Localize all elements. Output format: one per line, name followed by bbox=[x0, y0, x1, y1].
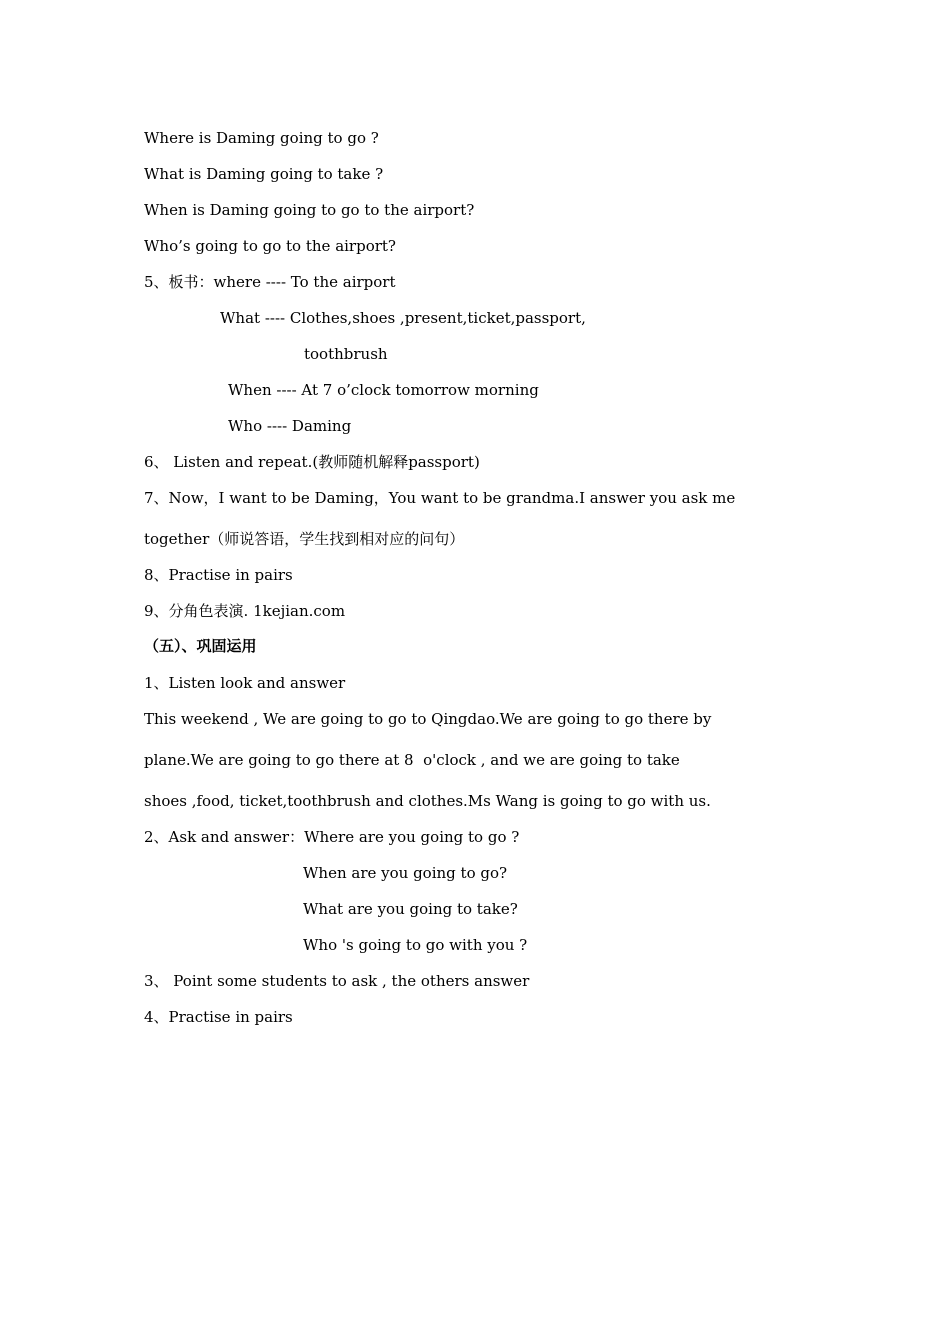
board-who: Who ---- Daming bbox=[228, 417, 352, 435]
question-what: What is Daming going to take ? bbox=[144, 165, 384, 183]
activity-1-text-line2: plane.We are going to go there at 8 o'clock , and we are going to take bbox=[144, 751, 680, 769]
activity-2-line4: Who 's going to go with you ? bbox=[303, 936, 528, 954]
activity-2-line2: When are you going to go? bbox=[303, 864, 508, 882]
activity-2-line1: 2、Ask and answer：Where are you going to go ? bbox=[144, 828, 520, 846]
step-7-line1: 7、Now，I want to be Daming，You want to be grandma.I answer you ask me bbox=[144, 489, 736, 507]
board-what-continued: toothbrush bbox=[304, 345, 388, 363]
question-when: When is Daming going to go to the airport? bbox=[144, 201, 475, 219]
board-title: 5、板书：where ---- To the airport bbox=[144, 273, 396, 291]
step-7-line2: together（师说答语，学生找到相对应的问句） bbox=[144, 530, 465, 548]
section-heading: （五）、巩固运用 bbox=[144, 637, 257, 655]
activity-1-text-line3: shoes ,food, ticket,toothbrush and clothes.Ms Wang is going to go with us. bbox=[144, 792, 711, 810]
activity-3: 3、 Point some students to ask , the others answer bbox=[144, 972, 530, 990]
step-6: 6、 Listen and repeat.(教师随机解释passport) bbox=[144, 453, 480, 471]
question-where: Where is Daming going to go ? bbox=[144, 129, 379, 147]
question-who: Who’s going to go to the airport? bbox=[144, 237, 396, 255]
activity-1-text-line1: This weekend , We are going to go to Qingdao.We are going to go there by bbox=[144, 710, 712, 728]
activity-4: 4、Practise in pairs bbox=[144, 1008, 293, 1026]
step-9: 9、分角色表演. 1kejian.com bbox=[144, 602, 346, 620]
activity-2-line3: What are you going to take? bbox=[303, 900, 518, 918]
activity-1-title: 1、Listen look and answer bbox=[144, 674, 346, 692]
step-8: 8、Practise in pairs bbox=[144, 566, 293, 584]
board-when: When ---- At 7 o’clock tomorrow morning bbox=[228, 381, 539, 399]
board-what: What ---- Clothes,shoes ,present,ticket,passport, bbox=[220, 309, 586, 327]
